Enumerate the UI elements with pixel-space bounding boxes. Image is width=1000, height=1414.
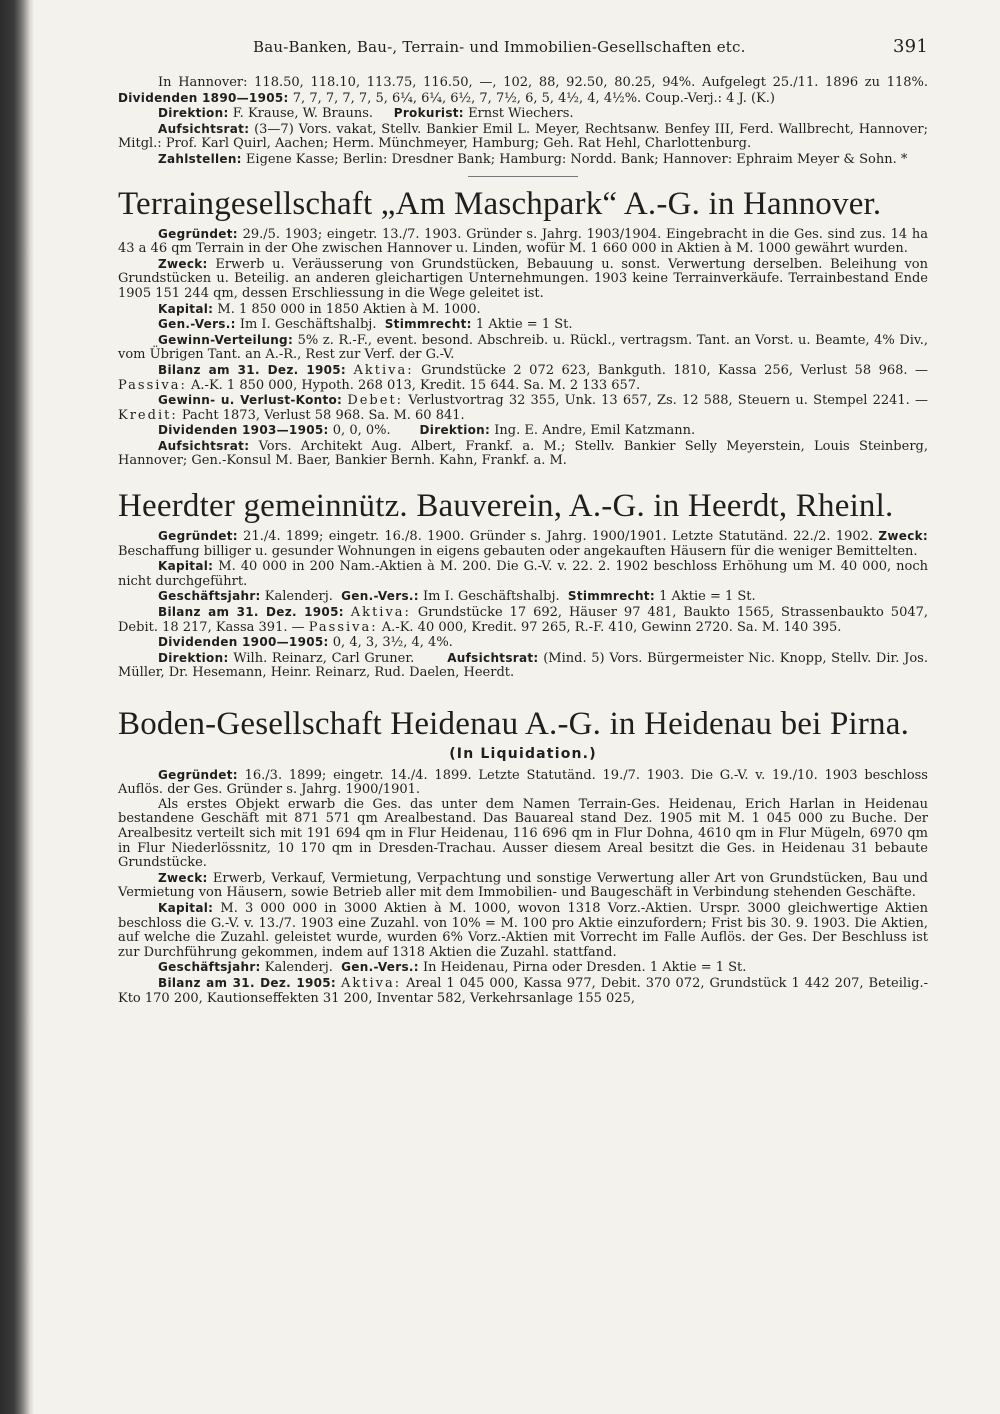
purpose-text: Erwerb, Verkauf, Vermietung, Verpachtung und sonstige Verwertung aller Art von Grundstücken, Bau und Vermietung von Häusern, sowie Betrieb aller mit dem Immobilien- und Baugeschäft in Verbindung stehenden Geschäfte. xyxy=(118,870,928,901)
assets-text: Grundstücke 2 072 623, Bankguth. 1810, Kassa 256, Verlust 58 968. — xyxy=(421,362,929,378)
page-content xyxy=(118,76,928,1006)
company-title: Boden-Gesellschaft Heidenau A.-G. in Heidenau bei Pirna. xyxy=(118,706,910,742)
company-title: Terraingesellschaft „Am Maschpark“ A.-G. in Hannover. xyxy=(118,185,882,222)
dividends-label: Dividenden 1890—1905: xyxy=(118,90,289,105)
balance-label: Bilanz am 31. Dez. 1905: xyxy=(158,362,347,377)
voting-label: Stimmrecht: xyxy=(384,317,472,332)
fiscal-year-paragraph xyxy=(118,960,928,976)
founded-paragraph xyxy=(118,529,928,559)
purpose-text: Erwerb u. Veräusserung von Grundstücken, Bebauung u. sonst. Verwertung derselben. Beleihung von Grundstücken u. Beteilig. an anderen gleichartigen Unternehmungen. 1903 keine Terrainverkäufe. Terrainbestand Ende 1905 151 244 qm, dessen Erschliessung in die Wege geleitet ist. xyxy=(118,256,929,301)
capital-paragraph xyxy=(118,302,928,318)
meeting-label: Gen.-Vers.: xyxy=(158,317,236,332)
assets-text: Areal 1 045 000, Kassa 977, Debit. 370 072, Grundstück 1 442 207, Beteilig.-Kto 170 200, Kautionseffekten 31 200, Inventar 582, Verkehrsanlage 155 025, xyxy=(118,975,929,1006)
meeting-text: In Heidenau, Pirna oder Dresden. xyxy=(422,960,646,976)
voting-text: 1 Aktie = 1 St. xyxy=(475,317,573,333)
board-text: Vors. Architekt Aug. Albert, Frankf. a. M.; Stellv. Bankier Selly Meyerstein, Louis Steinberg, Hannover; Gen.-Konsul M. Baer, Bankier Bernh. Kahn, Frankf. a. M. xyxy=(118,438,928,469)
direction-text: Ing. E. Andre, Emil Katzmann. xyxy=(494,423,696,439)
section-continuation xyxy=(118,76,928,177)
book-binding-edge xyxy=(0,0,34,1414)
direction-text: F. Krause, W. Brauns. xyxy=(232,106,374,122)
board-paragraph xyxy=(118,439,928,469)
dividends-paragraph xyxy=(118,635,928,651)
object-text: Als erstes Objekt erwarb die Ges. das unter dem Namen Terrain-Ges. Heidenau, Erich Harlan in Heidenau bestandene Geschäft mit 871 571 qm Arealbestand. Das Bauareal stand Dez. 1905 mit M. 1 045 000 zu Buche. Der Arealbesitz verteilt sich mit 191 694 qm in Flur Heidenau, 116 696 qm in Flur Dohna, 4610 qm in Flur Mügeln, 6970 qm in Flur Niederlössnitz, 10 170 qm in Dresden-Trachau. Ausser diesem Areal besitzt die Ges. in Heidenau 31 bebaute Grundstücke. xyxy=(118,796,928,871)
liabilities-word: Passiva: xyxy=(118,377,187,393)
founded-label: Gegründet: xyxy=(158,767,238,782)
meeting-label: Gen.-Vers.: xyxy=(341,589,419,604)
company-title: Heerdter gemeinnütz. Bauverein, A.-G. in Heerdt, Rheinl. xyxy=(118,488,894,525)
direction-label: Direktion: xyxy=(419,423,491,438)
assets-text: Grundstücke 17 692, Häuser 97 481, Baukto 1565, Strassenbaukto 5047, Debit. 18 217, Kassa 391. — xyxy=(118,605,929,635)
section-maschpark xyxy=(118,187,928,470)
meeting-text: Im I. Geschäftshalbj. xyxy=(239,317,377,333)
purpose-paragraph xyxy=(118,257,928,302)
paying-agents-label: Zahlstellen: xyxy=(158,151,242,166)
capital-paragraph xyxy=(118,901,928,960)
founded-paragraph xyxy=(118,227,928,257)
balance-label: Bilanz am 31. Dez. 1905: xyxy=(158,975,337,990)
assets-word: Aktiva: xyxy=(353,362,414,378)
page-header xyxy=(118,36,928,60)
balance-paragraph xyxy=(118,976,928,1006)
dividends-label: Dividenden 1903—1905: xyxy=(158,423,329,438)
section-heidenau xyxy=(118,707,928,1006)
direction-label: Direktion: xyxy=(158,106,229,121)
direction-board-paragraph xyxy=(118,651,928,681)
liabilities-word: Passiva: xyxy=(308,619,378,635)
balance-paragraph xyxy=(118,605,928,635)
founded-label: Gegründet: xyxy=(158,226,238,241)
running-title: Bau-Banken, Bau-, Terrain- und Immobilien-Gesellschaften etc. xyxy=(253,38,746,56)
direction-paragraph xyxy=(118,106,928,122)
course-paragraph xyxy=(118,76,928,106)
capital-text: M. 1 850 000 in 1850 Aktien à M. 1000. xyxy=(217,301,481,317)
board-text: (3—7) Vors. vakat, Stellv. Bankier Emil L. Meyer, Rechtsanw. Benfey III, Ferd. Wallbrecht, Hannover; Mitgl.: Prof. Karl Quirl, Aachen; Herm. Münchmeyer, Hamburg; Geh. Rat Hehl, Charlottenburg. xyxy=(118,121,929,152)
founded-label: Gegründet: xyxy=(158,529,238,544)
meeting-paragraph xyxy=(118,317,928,333)
liquidation-subtitle: (In Liquidation.) xyxy=(449,746,597,762)
purpose-label: Zweck: xyxy=(878,529,928,544)
assets-word: Aktiva: xyxy=(341,975,402,991)
board-label: Aufsichtsrat: xyxy=(447,650,539,665)
board-text: (Mind. 5) Vors. Bürgermeister Nic. Knopp, Stellv. Dir. Jos. Müller, Dr. Hesemann, Heinr. Reinarz, Rud. Daelen, Heerdt. xyxy=(118,650,928,681)
board-paragraph xyxy=(118,122,928,152)
paying-agents-text: Eigene Kasse; Berlin: Dresdner Bank; Hamburg: Nordd. Bank; Hannover: Ephraim Meyer & Sohn. * xyxy=(245,151,908,167)
voting-text: 1 Aktie = 1 St. xyxy=(659,589,756,605)
course-text: In Hannover: 118.50, 118.10, 113.75, 116.50, —, 102, 88, 92.50, 80.25, 94%. Aufgelegt 25./11. 1896 zu 118%. xyxy=(158,75,928,90)
founded-text: 29./5. 1903; eingetr. 13./7. 1903. Gründer s. Jahrg. 1903/1904. Eingebracht in die Ges. sind zus. 14 ha 43 a 46 qm Terrain in der Ohe zwischen Hannover u. Linden, wofür M. 1 660 000 in Aktien à M. 1000 gewährt wurden. xyxy=(118,226,928,257)
paying-agents-paragraph xyxy=(118,152,928,168)
dividends-label: Dividenden 1900—1905: xyxy=(158,635,329,650)
dividends-text: 0, 0, 0%. xyxy=(332,423,391,439)
direction-text: Wilh. Reinarz, Carl Gruner. xyxy=(233,650,415,666)
dividends-paragraph xyxy=(118,423,928,439)
capital-label: Kapital: xyxy=(158,301,214,316)
prokurist-label: Prokurist: xyxy=(393,106,464,121)
page-number: 391 xyxy=(893,36,928,57)
capital-text: M. 40 000 in 200 Nam.-Aktien à M. 200. Die G.-V. v. 22. 2. 1902 beschloss Erhöhung um M. 40 000, noch nicht durchgeführt. xyxy=(118,559,928,589)
purpose-label: Zweck: xyxy=(158,870,208,885)
capital-text: M. 3 000 000 in 3000 Aktien à M. 1000, wovon 1318 Vorz.-Aktien. Urspr. 3000 gleichwertige Aktien beschloss die G.-V. v. 13./7. 1903 eine Zuzahl. von 10% = M. 100 pro Aktie einzufordern; Frist bis 30. 9. 1903. Die Aktien, auf welche die Zuzahl. geleistet wurde, wurden 6% Vorz.-Aktien mit Vorrecht im Falle Auflös. der Ges. Der Beschluss ist zur Durchführung gekommen, indem auf 1318 Aktien die Zuzahl. stattfand. xyxy=(118,900,928,960)
direction-label: Direktion: xyxy=(158,650,229,665)
meeting-label: Gen.-Vers.: xyxy=(341,960,419,975)
profit-loss-label: Gewinn- u. Verlust-Konto: xyxy=(158,393,343,408)
fiscal-year-paragraph xyxy=(118,589,928,605)
profit-loss-paragraph xyxy=(118,393,928,423)
debit-text: Verlustvortrag 32 355, Unk. 13 657, Zs. 12 588, Steuern u. Stempel 2241. — xyxy=(408,393,928,409)
capital-label: Kapital: xyxy=(158,900,214,915)
purpose-text: Beschaffung billiger u. gesunder Wohnungen in eigens gebauten oder angekauften Häusern für die weniger Bemittelten. xyxy=(118,543,918,559)
fiscal-year-label: Geschäftsjahr: xyxy=(158,589,261,604)
prokurist-text: Ernst Wiechers. xyxy=(468,106,574,122)
debit-word: Debet: xyxy=(347,393,404,409)
voting-label: Stimmrecht: xyxy=(567,589,655,604)
section-divider xyxy=(468,176,578,177)
purpose-paragraph xyxy=(118,871,928,901)
founded-text: 21./4. 1899; eingetr. 16./8. 1900. Gründer s. Jahrg. 1900/1901. Letzte Statutänd. 22./2. 1902. xyxy=(243,529,874,545)
profit-distribution-text: 5% z. R.-F., event. besond. Abschreib. u. Rückl., vertragsm. Tant. an Vorst. u. Beamte, 4% Div., vom Übrigen Tant. an A.-R., Rest zur Verf. der G.-V. xyxy=(118,332,928,363)
credit-text: Pacht 1873, Verlust 58 968. Sa. M. 60 841. xyxy=(181,407,465,423)
object-paragraph xyxy=(118,798,928,871)
founded-text: 16./3. 1899; eingetr. 14./4. 1899. Letzte Statutänd. 19./7. 1903. Die G.-V. v. 19./10. 1903 beschloss Auflös. der Ges. Gründer s. Jahrg. 1900/1901. xyxy=(118,767,928,798)
assets-word: Aktiva: xyxy=(350,605,411,621)
fiscal-year-text: Kalenderj. xyxy=(264,960,333,976)
fiscal-year-text: Kalenderj. xyxy=(264,589,333,605)
purpose-label: Zweck: xyxy=(158,256,208,271)
board-label: Aufsichtsrat: xyxy=(158,438,250,453)
profit-distribution-paragraph xyxy=(118,333,928,363)
founded-paragraph xyxy=(118,768,928,798)
meeting-text: Im I. Geschäftshalbj. xyxy=(422,589,560,605)
balance-label: Bilanz am 31. Dez. 1905: xyxy=(158,605,344,620)
credit-word: Kredit: xyxy=(118,407,178,423)
balance-paragraph xyxy=(118,363,928,393)
capital-label: Kapital: xyxy=(158,559,214,574)
dividends-text: 7, 7, 7, 7, 7, 5, 6¼, 6¼, 6½, 7, 7½, 6, 5, 4½, 4, 4½%. Coup.-Verj.: 4 J. (K.) xyxy=(292,90,775,106)
board-label: Aufsichtsrat: xyxy=(158,121,250,136)
voting-text: 1 Aktie = 1 St. xyxy=(649,960,747,976)
profit-distribution-label: Gewinn-Verteilung: xyxy=(158,332,294,347)
fiscal-year-label: Geschäftsjahr: xyxy=(158,960,261,975)
dividends-text: 0, 4, 3, 3½, 4, 4%. xyxy=(332,635,453,651)
section-heerdt xyxy=(118,489,928,681)
liabilities-text: A.-K. 1 850 000, Hypoth. 268 013, Kredit. 15 644. Sa. M. 2 133 657. xyxy=(191,377,641,393)
liabilities-text: A.-K. 40 000, Kredit. 97 265, R.-F. 410, Gewinn 2720. Sa. M. 140 395. xyxy=(381,619,842,635)
capital-paragraph xyxy=(118,559,928,589)
